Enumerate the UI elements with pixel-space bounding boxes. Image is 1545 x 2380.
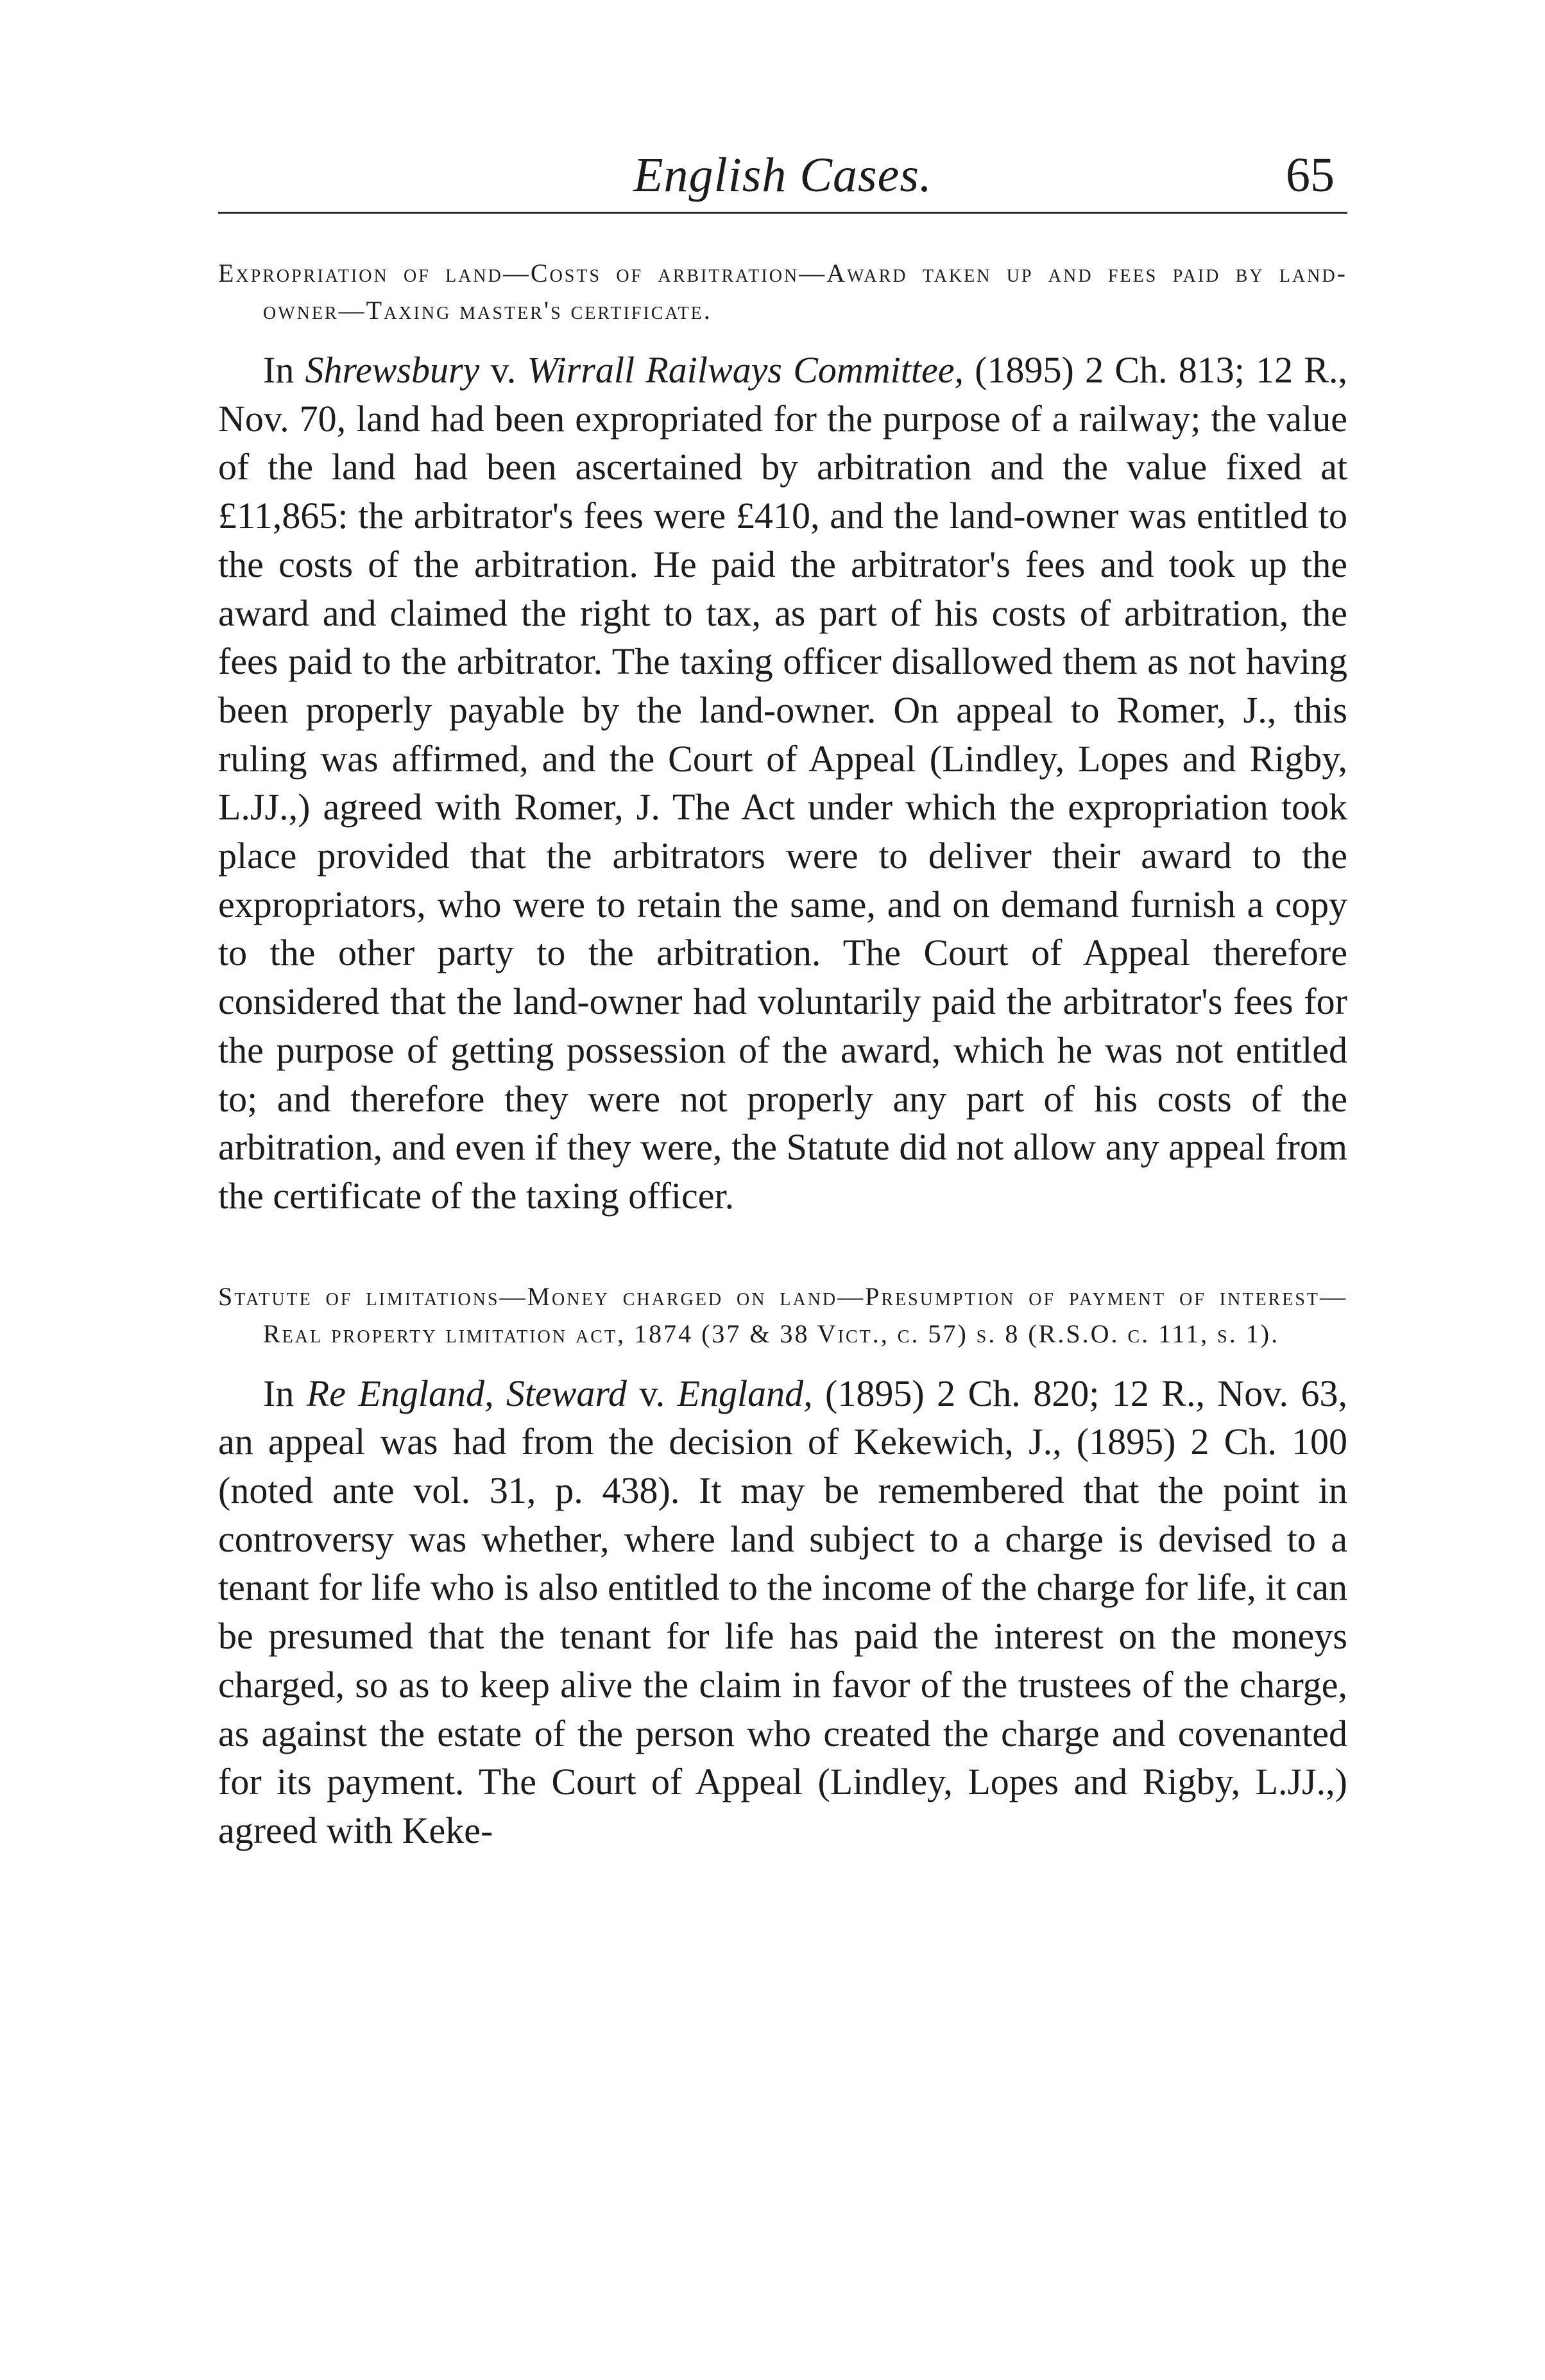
case-prefix: In	[263, 1372, 307, 1414]
case-prefix: In	[263, 349, 305, 391]
case-name: Wirrall Railways Committee,	[527, 349, 964, 391]
section-heading: Statute of limitations—Money charged on land—Presumption of payment of interest—Real property limitation act, 1874 (37 & 38 Vict., c. 57) s. 8 (R.S.O. c. 111, s. 1).	[218, 1281, 1348, 1348]
section-heading: Expropriation of land—Costs of arbitration—Award taken up and fees paid by land-owner—Taxing master's certificate.	[218, 259, 1347, 325]
section-paragraph	[218, 1369, 1347, 1855]
running-header	[218, 148, 1347, 214]
case-name: Shrewsbury	[305, 349, 480, 391]
case-versus: v.	[479, 349, 527, 391]
document-page	[218, 148, 1347, 1855]
case-name: Re England, Steward	[306, 1372, 627, 1414]
running-title: English Cases.	[633, 148, 932, 202]
paragraph-body: (1895) 2 Ch. 813; 12 R., Nov. 70, land had been expropriated for the purpose of a railway; the value of the land had been ascertained by arbitration and the value fixed at £11,865: the arbitrator's fees were £410, and the land-owner was entitled to the costs of the arbitration. He paid the arbitrator's fees and took up the award and claimed the right to tax, as part of his costs of arbitration, the fees paid to the arbitrator. The taxing officer disallowed them as not having been properly payable by the land-owner. On appeal to Romer, J., this ruling was affirmed, and the Court of Appeal (Lindley, Lopes and Rigby, L.JJ.,) agreed with Romer, J. The Act under which the expropriation took place provided that the arbitrators were to deliver their award to the expropriators, who were to retain the same, and on demand furnish a copy to the other party to the arbitration. The Court of Appeal therefore considered that the land-owner had voluntarily paid the arbitrator's fees for the purpose of getting possession of the award, which he was not entitled to; and therefore they were not properly any part of his costs of the arbitration, and even if they were, the Statute did not allow any appeal from the certificate of the taxing officer.	[218, 349, 1347, 1217]
paragraph-body: (1895) 2 Ch. 820; 12 R., Nov. 63, an appeal was had from the decision of Kekewich, J., (1895) 2 Ch. 100 (noted ante vol. 31, p. 438). It may be remembered that the point in controversy was whether, where land subject to a charge is devised to a tenant for life who is also entitled to the income of the charge for life, it can be presumed that the tenant for life has paid the interest on the moneys charged, so as to keep alive the claim in favor of the trustees of the charge, as against the estate of the person who created the charge and covenanted for its payment. The Court of Appeal (Lindley, Lopes and Rigby, L.JJ.,) agreed with Keke-	[218, 1372, 1348, 1851]
case-versus: v.	[626, 1372, 678, 1414]
section-paragraph	[218, 346, 1347, 1220]
case-name: England,	[677, 1372, 813, 1414]
page-number: 65	[1286, 148, 1335, 202]
